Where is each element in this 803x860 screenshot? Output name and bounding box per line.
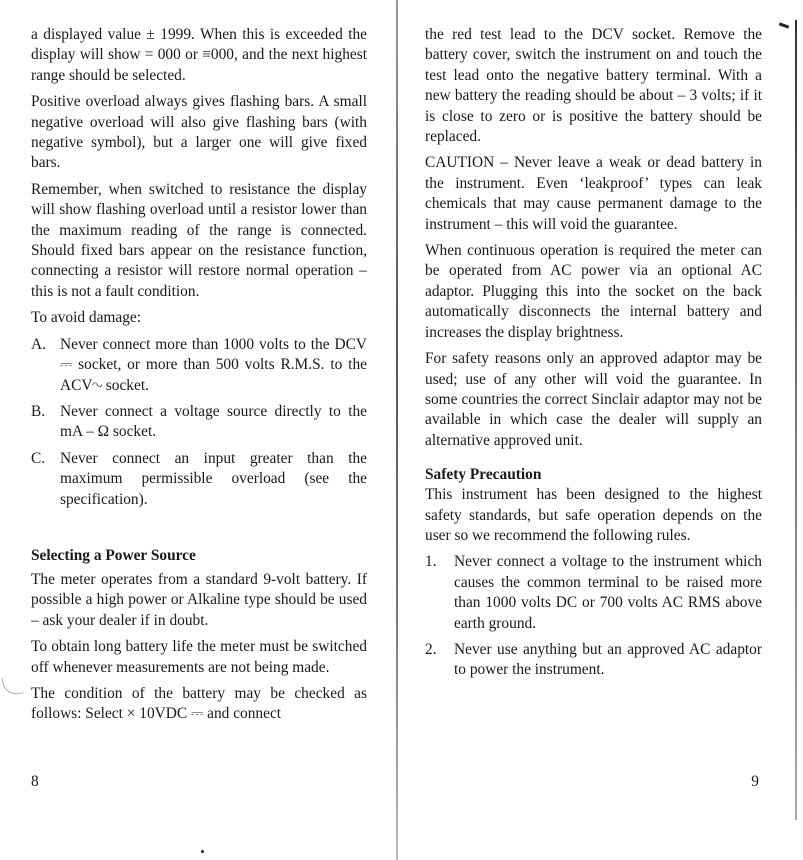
paragraph: The meter operates from a standard 9-volt battery. If possible a high power or Alkaline type should be used – ask your dealer if in doubt.	[31, 570, 367, 629]
list-marker: 1.	[425, 553, 437, 571]
scan-smudge	[1, 674, 23, 696]
left-page-content	[31, 25, 367, 725]
list-marker: 2.	[425, 640, 437, 658]
paragraph: To obtain long battery life the meter must be switched off whenever measurements are not being made.	[31, 638, 367, 676]
caution-paragraph: CAUTION – Never leave a weak or dead battery in the instrument. Even ‘leakproof’ types can leak chemicals that may cause permanent damage to the instrument – this will void the guarantee.	[425, 154, 762, 233]
paragraph: the red test lead to the DCV socket. Remove the battery cover, switch the instrument on and touch the test lead onto the negative battery terminal. With a new battery the reading should be about – 3 volts; if it is close to zero or is positive the battery should be replaced.	[425, 26, 762, 146]
paragraph: This instrument has been designed to the highest safety standards, but safe operation depends on the user so we recommend the following rules.	[425, 486, 762, 544]
page-number: 9	[751, 773, 759, 790]
paragraph: Remember, when switched to resistance the display will show flashing overload until a resistor lower than the maximum reading of the range is connected. Should fixed bars appear on the resistance function, connecting a resistor will restore normal operation – this is not a fault condition.	[31, 180, 367, 300]
list-item	[425, 640, 762, 681]
list-text: Never connect a voltage to the instrument which causes the common terminal to be raised more than 1000 volts DC or 700 volts AC RMS above earth ground.	[454, 553, 762, 632]
paragraph: The condition of the battery may be checked as follows: Select × 10VDC ⎓ and connect	[31, 684, 367, 723]
list-marker: A.	[31, 335, 46, 353]
page-edge	[795, 20, 797, 820]
list-text: Never connect more than 1000 volts to the DCV ⎓ socket, or more than 500 volts R.M.S. to the ACV∿ socket.	[60, 335, 367, 394]
list-item	[425, 552, 762, 634]
list-text: Never connect an input greater than the maximum permissible overload (see the specification).	[60, 449, 367, 508]
damage-intro: To avoid damage:	[31, 309, 142, 327]
paragraph: Positive overload always gives flashing bars. A small negative overload will also give flashing bars (with negative symbol), but a larger one will give fixed bars.	[31, 93, 367, 172]
list-marker: C.	[31, 449, 46, 467]
list-text: Never use anything but an approved AC adaptor to power the instrument.	[454, 640, 762, 679]
scan-mark	[779, 22, 789, 28]
paragraph: a displayed value ± 1999. When this is exceeded the display will show = 000 or ≡000, and the next highest range should be selected.	[31, 26, 367, 84]
section-heading: Selecting a Power Source	[31, 546, 196, 564]
paragraph: For safety reasons only an approved adaptor may be used; use of any other will void the guarantee. In some countries the correct Sinclair adaptor may not be available in which case the dealer will supply an alternative approved unit.	[425, 350, 762, 449]
list-item	[31, 449, 367, 510]
section-heading: Safety Precaution	[425, 466, 542, 484]
right-page-content	[425, 25, 762, 681]
page-number: 8	[31, 773, 39, 790]
list-text: Never connect a voltage source directly to the mA – Ω socket.	[60, 402, 367, 441]
list-item	[31, 335, 367, 396]
list-item	[31, 402, 367, 443]
scan-dot	[201, 850, 204, 853]
list-marker: B.	[31, 402, 46, 420]
paragraph: When continuous operation is required the meter can be operated from AC power via an optional AC adaptor. Plugging this into the socket on the back automatically disconnects the internal battery and increases the display brightness.	[425, 242, 762, 341]
book-gutter	[396, 0, 398, 860]
